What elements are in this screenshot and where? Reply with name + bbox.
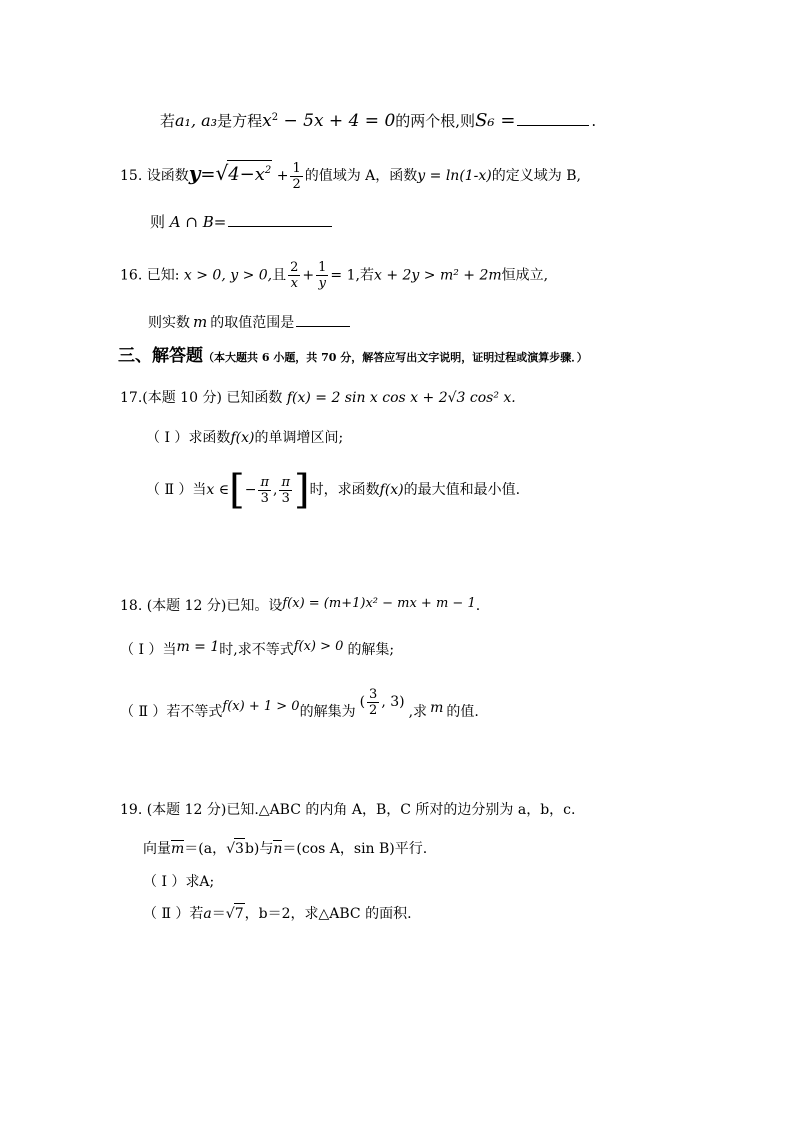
q18-part2 bbox=[120, 686, 479, 735]
q18-formula: f(x) = (m+1)x² − mx + m − 1 bbox=[282, 596, 476, 611]
q16-number: 16. bbox=[120, 267, 143, 284]
q17-p2-mid: 时，求函数 bbox=[309, 482, 380, 498]
q14-end: . bbox=[591, 112, 597, 130]
q17-p2-end: 的最大值和最小值. bbox=[403, 482, 521, 498]
q18-end: . bbox=[475, 598, 481, 614]
q16-line2-a: 则实数 bbox=[148, 315, 190, 331]
q15-xsq: 2 bbox=[264, 165, 272, 176]
q14-eq-exp: 2 bbox=[271, 112, 279, 123]
q16-answer-blank bbox=[296, 325, 350, 327]
q15-plus: + bbox=[276, 168, 289, 184]
q16-eq: = 1, bbox=[330, 267, 360, 284]
q19-vec-m: m bbox=[171, 841, 185, 857]
q19-part1 bbox=[143, 872, 214, 892]
q15-y: y bbox=[188, 161, 201, 185]
q17-part2: （ Ⅱ ）当x ∈[− $\frac{\pi}{3}$ , $\frac{\pi}{3}$ ]时，求函数f(x)的最大值和最小值. bbox=[146, 467, 521, 513]
q19-p2-c: ，b＝2，求△ABC 的面积. bbox=[244, 906, 412, 922]
q17-lbracket: [ bbox=[229, 467, 245, 513]
q15-line2 bbox=[150, 212, 334, 232]
q19-sqrt7: 7 bbox=[234, 903, 245, 924]
q18-interval: ( $\frac{3}{2}$ , 3) bbox=[359, 686, 405, 718]
q17-rbracket: ] bbox=[294, 467, 310, 513]
q15-half: $\frac{1}{2}$ bbox=[292, 160, 301, 192]
q16-text1: 已知: bbox=[146, 267, 180, 284]
q15-eqsign: = bbox=[200, 164, 216, 185]
q16-line1: 16. 已知: x > 0, y > 0,且 $\frac{2}{x}$ + $\frac{1}{y}$ = 1,若x + 2y > m² + 2m恒成立, bbox=[120, 260, 549, 291]
q15-fn2: y = ln(1-x) bbox=[417, 168, 492, 184]
q16-ineq: x + 2y > m² + 2m bbox=[373, 267, 502, 284]
q19-head-text: 19. (本题 12 分)已知.△ABC 的内角 A，B，C 所对的边分别为 a，b，c. bbox=[120, 802, 576, 818]
q16-m: m bbox=[193, 313, 208, 331]
q14-line bbox=[160, 108, 596, 131]
q19-head bbox=[120, 800, 575, 820]
q17-p2-text: 当 bbox=[192, 482, 207, 498]
q17-formula: f(x) = 2 sin x cos x + 2√3 cos² x. bbox=[286, 390, 516, 406]
q18-p1-label: （ Ⅰ ） bbox=[120, 642, 163, 658]
q17-p2-x: x ∈ bbox=[206, 482, 230, 498]
q19-p2-label: （ Ⅱ ） bbox=[143, 906, 190, 922]
q18-p2-d: 的值. bbox=[446, 704, 479, 720]
q19-vector-label: 向量 bbox=[143, 841, 171, 857]
q18-p1-b: 时,求不等式 bbox=[219, 642, 294, 658]
q17-head bbox=[120, 388, 516, 408]
q19-sqrt3: 3 bbox=[234, 838, 245, 859]
q14-roots: a₁, a₃ bbox=[175, 111, 218, 130]
q16-hold: 恒成立, bbox=[501, 267, 549, 284]
q18-p1-f: f(x) > 0 bbox=[293, 639, 344, 654]
q17-p2-label: （ Ⅱ ） bbox=[146, 482, 193, 498]
q18-p1-c: 的解集; bbox=[347, 642, 395, 658]
q16-line2-b: 的取值范围是 bbox=[210, 315, 295, 331]
q18-p2-m: m bbox=[430, 700, 444, 716]
q15-answer-blank bbox=[228, 225, 332, 227]
q15-sqrt: $√4-x^2$ bbox=[215, 161, 272, 185]
q14-prefix: 若 bbox=[160, 112, 176, 130]
q14-mid: 是方程 bbox=[217, 112, 263, 130]
q18-part1 bbox=[120, 640, 394, 661]
q19-line2-d: ＝(cos A，sin B)平行. bbox=[282, 841, 428, 857]
section3-heading bbox=[118, 346, 588, 368]
q16-cond: x > 0, y > 0, bbox=[183, 267, 273, 284]
q14-answer-blank bbox=[517, 124, 589, 126]
q18-head bbox=[120, 596, 480, 617]
q15-then: 则 bbox=[150, 213, 166, 231]
q18-p2-a: 若不等式 bbox=[166, 704, 223, 720]
q17-p1-f: f(x) bbox=[230, 430, 255, 446]
q17-p2-f: f(x) bbox=[379, 482, 404, 498]
q14-suffix: 的两个根,则 bbox=[395, 112, 476, 130]
q19-p2-eq: ＝ bbox=[211, 906, 226, 922]
q18-p2-label: （ Ⅱ ） bbox=[120, 704, 167, 720]
q15-line1 bbox=[120, 160, 581, 192]
q14-eq-rest: − 5x + 4 = 0 bbox=[278, 111, 396, 131]
q17-lo: $\frac{\pi}{3}$ bbox=[260, 474, 270, 506]
q18-p2-c: ,求 bbox=[408, 704, 428, 720]
q19-line2-c: b)与 bbox=[244, 841, 274, 857]
q18-p2-b: 的解集为 bbox=[299, 704, 356, 720]
q19-p2-a-var: a bbox=[203, 906, 212, 922]
q17-p1-label: （ Ⅰ ） bbox=[146, 430, 189, 446]
q14-eq-x: x bbox=[262, 111, 272, 131]
q15-text2: 的值域为 A，函数 bbox=[304, 168, 418, 184]
q16-and: 且 bbox=[272, 267, 287, 284]
q16-line2 bbox=[148, 312, 352, 333]
q17-head-text: 17.(本题 10 分) 已知函数 bbox=[120, 390, 283, 406]
section3-note: （本大题共 6 小题，共 70 分，解答应写出文字说明，证明过程或演算步骤．） bbox=[203, 351, 588, 364]
q15-text1: 设函数 bbox=[146, 168, 189, 184]
q19-p1-text: 求A; bbox=[185, 874, 215, 890]
section3-title: 三、解答题 bbox=[118, 346, 203, 366]
q18-head-text: 18. (本题 12 分)已知。设 bbox=[120, 598, 283, 614]
q17-p1-end: 的单调增区间; bbox=[254, 430, 344, 446]
q15-text3: 的定义域为 B, bbox=[491, 168, 581, 184]
q16-frac2: $\frac{1}{y}$ bbox=[318, 260, 327, 291]
q18-p1-a: 当 bbox=[162, 642, 177, 658]
q19-line2: 向量m＝(a，√3b)与n＝(cos A，sin B)平行. bbox=[143, 838, 427, 859]
q16-frac1: $\frac{2}{x}$ bbox=[290, 260, 299, 291]
q19-vec-n: n bbox=[273, 841, 283, 857]
q18-p2-f: f(x) + 1 > 0 bbox=[222, 699, 300, 714]
q14-s6: S₆ = bbox=[475, 110, 516, 131]
q19-p2-a: 若 bbox=[189, 906, 204, 922]
q17-p1-text: 求函数 bbox=[188, 430, 231, 446]
q15-number: 15. bbox=[120, 168, 143, 184]
q19-p1-label: （ Ⅰ ） bbox=[143, 874, 186, 890]
q17-part1 bbox=[146, 428, 343, 448]
q19-line2-b: ＝(a， bbox=[184, 841, 227, 857]
q17-hi: $\frac{\pi}{3}$ bbox=[281, 474, 291, 506]
q15-intersection: A ∩ B= bbox=[169, 213, 227, 231]
q18-p1-m: m = 1 bbox=[176, 639, 220, 655]
q16-if: 若 bbox=[359, 267, 374, 284]
q19-part2: （ Ⅱ ）若a＝√7，b＝2，求△ABC 的面积. bbox=[143, 903, 412, 924]
